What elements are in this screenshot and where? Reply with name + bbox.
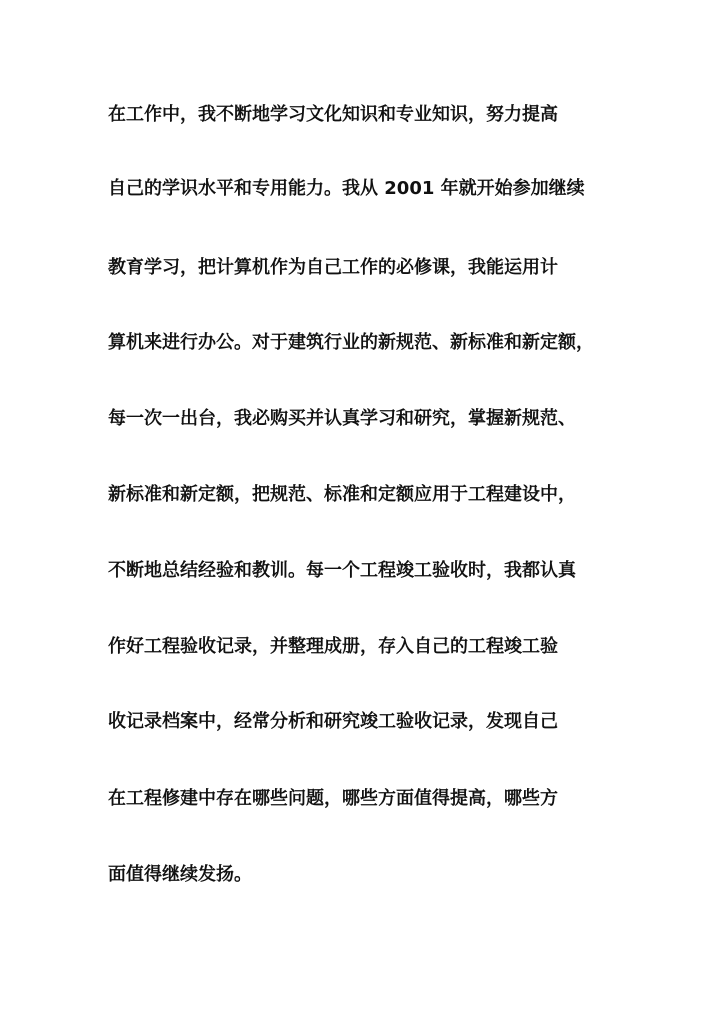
paragraph-line: 教育学习，把计算机作为自己工作的必修课，我能运用计 — [108, 257, 558, 278]
paragraph-line: 在工程修建中存在哪些问题，哪些方面值得提高，哪些方 — [108, 788, 558, 809]
paragraph-line: 在工作中，我不断地学习文化知识和专业知识，努力提高 — [108, 104, 558, 125]
paragraph-line: 作好工程验收记录，并整理成册，存入自己的工程竣工验 — [108, 636, 558, 657]
paragraph-line: 自己的学识水平和专用能力。我从 2001 年就开始参加继续 — [108, 178, 585, 199]
paragraph-line: 每一次一出台，我必购买并认真学习和研究，掌握新规范、 — [108, 408, 576, 429]
paragraph-line: 新标准和新定额，把规范、标准和定额应用于工程建设中， — [108, 484, 576, 505]
paragraph-line: 收记录档案中，经常分析和研究竣工验收记录，发现自己 — [108, 711, 558, 732]
paragraph-line: 不断地总结经验和教训。每一个工程竣工验收时，我都认真 — [108, 560, 576, 581]
paragraph-line: 面值得继续发扬。 — [108, 864, 252, 885]
paragraph-line: 算机来进行办公。对于建筑行业的新规范、新标准和新定额， — [108, 332, 594, 353]
